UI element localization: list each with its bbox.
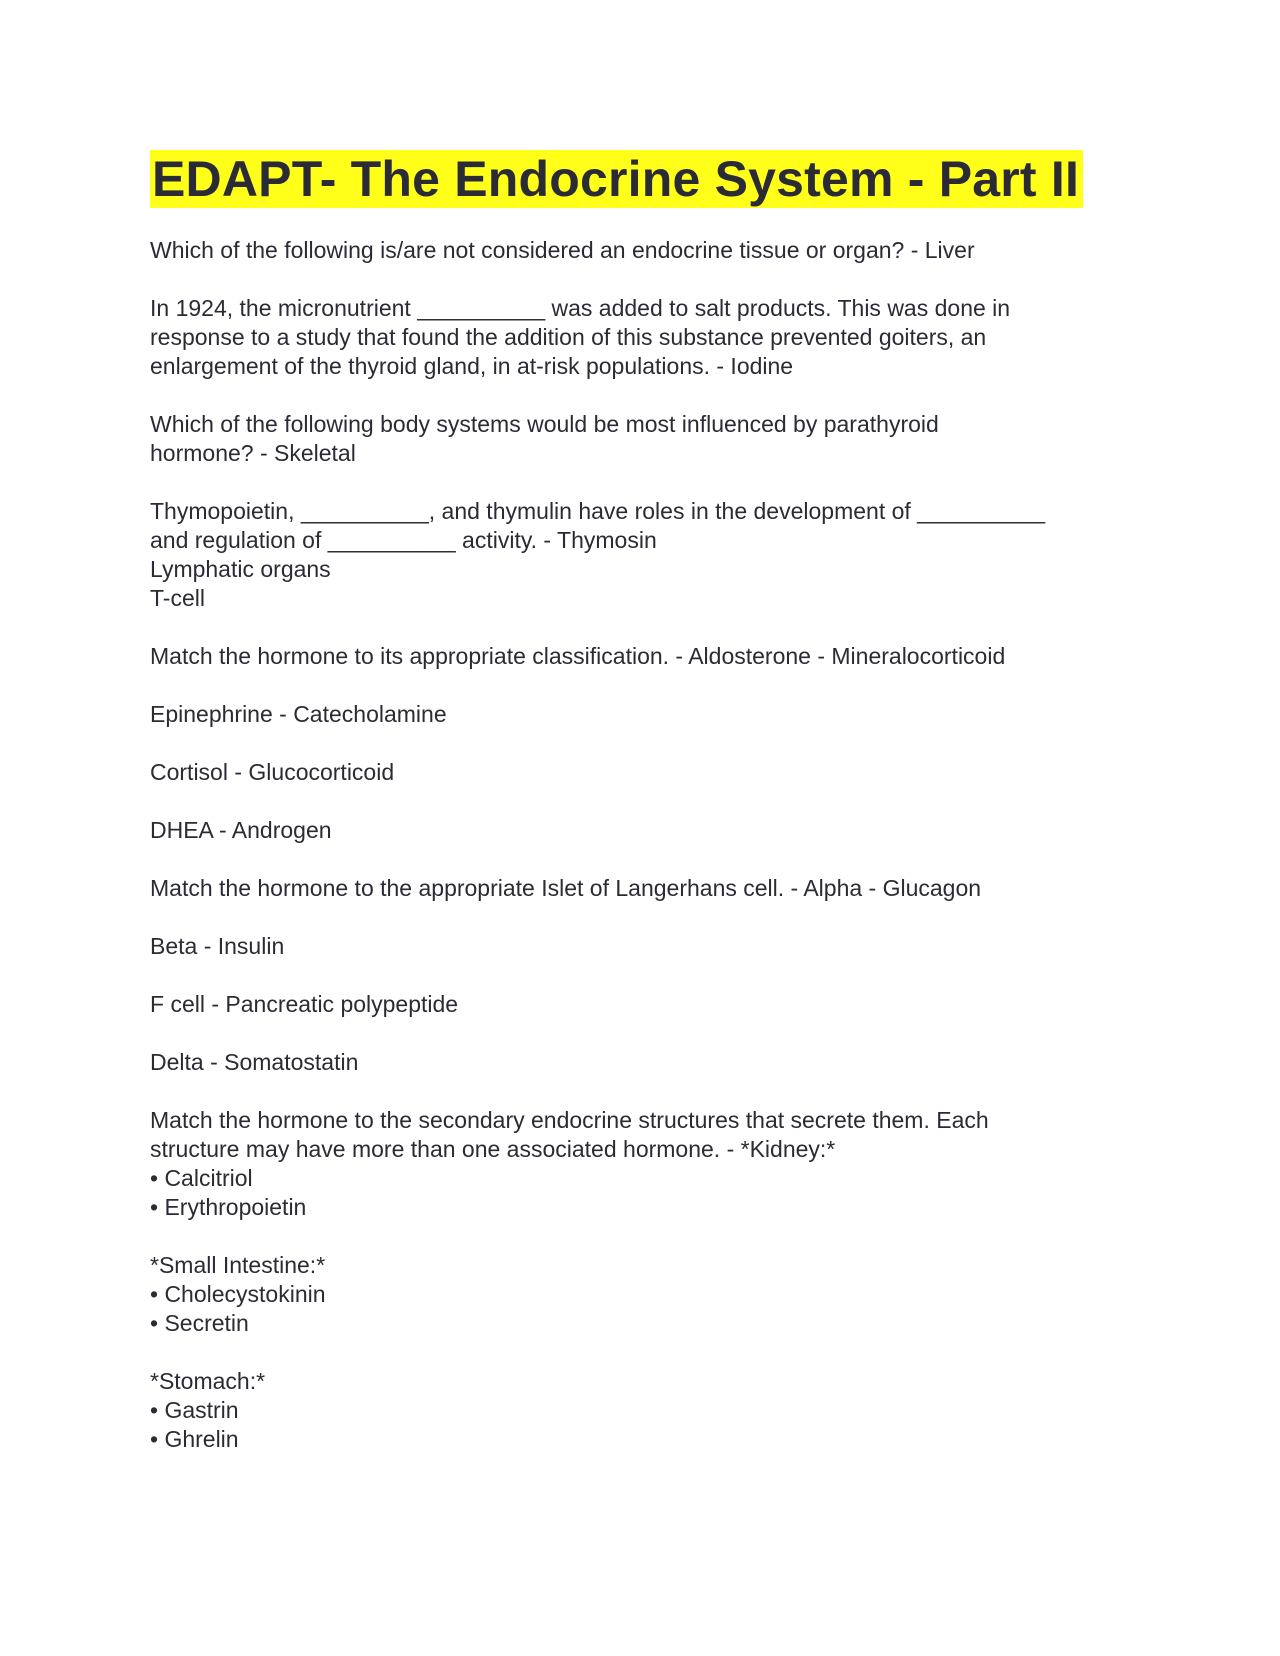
qa-block xyxy=(150,1367,1140,1454)
text-line: Epinephrine - Catecholamine xyxy=(150,701,447,727)
qa-block xyxy=(150,816,1140,845)
section-label: *Stomach:* xyxy=(150,1368,266,1394)
bullet-item: • Secretin xyxy=(150,1310,249,1336)
text-line: enlargement of the thyroid gland, in at-risk populations. - Iodine xyxy=(150,353,794,379)
text-line: Match the hormone to the appropriate Islet of Langerhans cell. - Alpha - Glucagon xyxy=(150,875,982,901)
text-line: Thymopoietin, __________, and thymulin have roles in the development of __________ xyxy=(150,498,1046,524)
qa-block xyxy=(150,410,1140,468)
text-line: structure may have more than one associated hormone. - *Kidney:* xyxy=(150,1136,836,1162)
text-line: Delta - Somatostatin xyxy=(150,1049,359,1075)
text-line: T-cell xyxy=(150,585,205,611)
bullet-item: • Calcitriol xyxy=(150,1165,253,1191)
text-line: DHEA - Androgen xyxy=(150,817,332,843)
text-line: hormone? - Skeletal xyxy=(150,440,356,466)
text-line: F cell - Pancreatic polypeptide xyxy=(150,991,459,1017)
qa-block xyxy=(150,236,1140,265)
qa-block xyxy=(150,874,1140,903)
text-line: Match the hormone to the secondary endocrine structures that secrete them. Each xyxy=(150,1107,989,1133)
text-line: Match the hormone to its appropriate classification. - Aldosterone - Mineralocorticoid xyxy=(150,643,1006,669)
text-line: Which of the following body systems would be most influenced by parathyroid xyxy=(150,411,939,437)
text-line: response to a study that found the addition of this substance prevented goiters, an xyxy=(150,324,987,350)
qa-block xyxy=(150,497,1140,613)
bullet-item: • Erythropoietin xyxy=(150,1194,307,1220)
text-line: Which of the following is/are not considered an endocrine tissue or organ? - Liver xyxy=(150,237,975,263)
bullet-item: • Gastrin xyxy=(150,1397,239,1423)
section-label: *Small Intestine:* xyxy=(150,1252,326,1278)
document-title: EDAPT- The Endocrine System - Part II xyxy=(150,150,1083,208)
qa-block xyxy=(150,642,1140,671)
document-body xyxy=(150,236,1140,1454)
qa-block xyxy=(150,294,1140,381)
qa-block xyxy=(150,1251,1140,1338)
document-page xyxy=(150,150,1140,1483)
qa-block xyxy=(150,1048,1140,1077)
text-line: In 1924, the micronutrient __________ was added to salt products. This was done in xyxy=(150,295,1011,321)
text-line: and regulation of __________ activity. - Thymosin xyxy=(150,527,657,553)
qa-block xyxy=(150,990,1140,1019)
bullet-item: • Ghrelin xyxy=(150,1426,239,1452)
qa-block xyxy=(150,700,1140,729)
text-line: Beta - Insulin xyxy=(150,933,285,959)
qa-block xyxy=(150,1106,1140,1222)
text-line: Lymphatic organs xyxy=(150,556,331,582)
bullet-item: • Cholecystokinin xyxy=(150,1281,326,1307)
qa-block xyxy=(150,758,1140,787)
text-line: Cortisol - Glucocorticoid xyxy=(150,759,395,785)
qa-block xyxy=(150,932,1140,961)
